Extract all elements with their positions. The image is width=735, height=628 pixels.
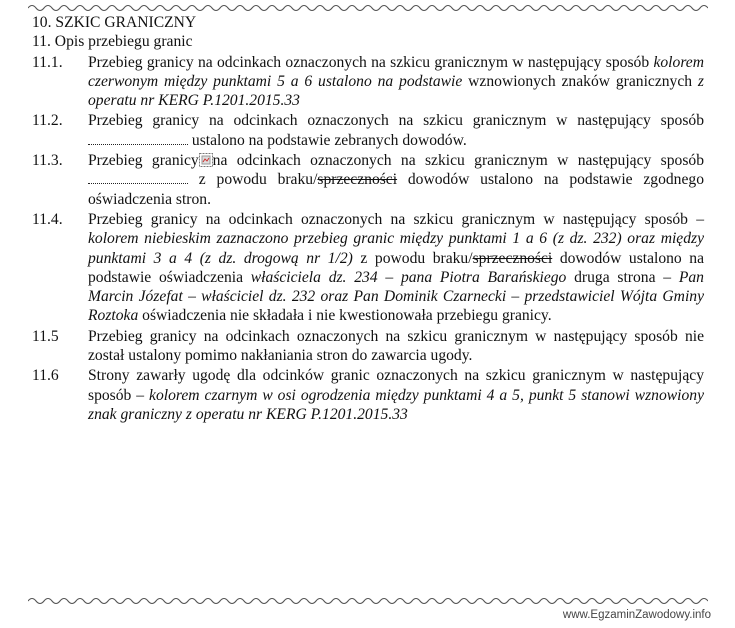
item-number: 11.2. [32,112,63,130]
item-number: 11.4. [32,210,63,228]
italic-text: Pan Marcin Józefat – właściciel dz. 232 oraz Pan Dominik Czarnecki – przedstawiciel Wójta Gminy Roztoka [88,268,704,325]
bottom-wavy-border [28,596,708,606]
item-number: 11.1. [32,53,63,71]
text-span: Przebieg granicy na odcinkach oznaczonych na szkicu granicznym w następujący sposób nie został ustalony pomimo nakłaniania stron do zawarcia ugody. [88,327,704,365]
list-item-11-6 [32,366,704,424]
document-body [32,13,704,424]
text-span: Przebieg granicy [88,152,199,170]
item-text [88,53,704,111]
blank-dotted-line [88,172,188,184]
text-span: na odcinkach oznaczonych na szkicu granicznym w następujący sposób [212,152,704,170]
italic-text: kolorem czarnym w osi ogrodzenia między punktami 4 a 5, punkt 5 stanowi wznowiony znak graniczny z operatu nr KERG P.1201.2015.33 [88,386,704,423]
text-span: Przebieg granicy na odcinkach oznaczonych na szkicu granicznym w następujący sposób – [88,210,704,228]
text-span: Przebieg granicy na odcinkach oznaczonych na szkicu granicznym w następujący sposób [88,53,654,71]
text-span: druga strona – [566,268,679,286]
section-title: 10. SZKIC GRANICZNY [32,14,197,31]
list-item-11-5 [32,327,704,366]
item-text [88,111,704,150]
text-span: dowodów ustalono na podstawie zgodnego oświadczenia stron. [88,171,704,208]
list-item-11-1 [32,53,704,111]
list-item-11-3 [32,151,704,209]
italic-text: właściciela dz. 234 – pana Piotra Barańskiego [250,268,567,286]
text-span: Strony zawarły ugodę dla odcinków granic oznaczonych na szkicu granicznym w następujący sposób – [88,367,704,404]
item-text [88,210,704,326]
text-span: Przebieg granicy na odcinkach oznaczonych na szkicu granicznym w następujący sposób [88,112,704,130]
italic-text: z operatu nr KERG P.1201.2015.33 [88,72,704,110]
text-span: ustalono na podstawie zebranych dowodów. [188,131,467,149]
footer-watermark: www.EgzaminZawodowy.info [562,609,711,621]
list-item-11-4 [32,210,704,326]
text-span: z powodu braku/ [352,249,473,267]
item-number: 11.6 [32,367,59,385]
strikethrough-text: sprzeczności [472,249,553,267]
text-span: z powodu braku/ [188,171,318,189]
italic-text: kolorem czerwonym między punktami 5 a 6 ustalono na podstawie [88,53,704,90]
broken-image-icon [199,153,213,167]
item-number: 11.5 [32,327,59,345]
top-wavy-border [28,3,708,13]
strikethrough-text: sprzeczności [317,171,398,189]
item-text [88,366,704,424]
item-text [88,151,704,209]
blank-dotted-line [88,133,188,145]
subsection-title: 11. Opis przebiegu granic [32,33,193,51]
text-span: dowodów ustalono na podstawie oświadczenia [88,249,705,286]
item-number: 11.3. [32,152,63,170]
text-span: oświadczenia nie składała i nie kwestionowała przebiegu granicy. [138,307,552,325]
text-span: wznowionych znaków granicznych [462,72,698,90]
italic-text: kolorem niebieskim zaznaczono przebieg granic między punktami 1 a 6 (z dz. 232) oraz między punktami 3 a 4 (z dz. drogową nr 1/2) [88,230,704,267]
item-text [88,327,704,366]
list-item-11-2 [32,111,704,150]
